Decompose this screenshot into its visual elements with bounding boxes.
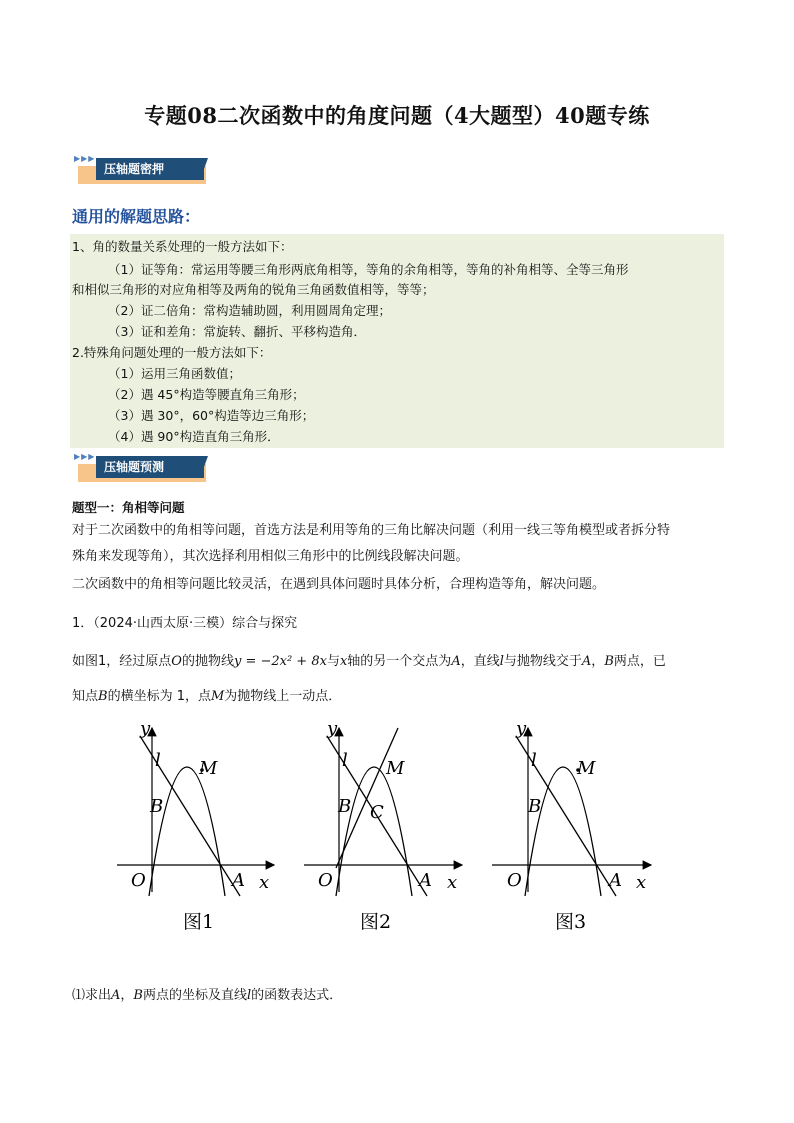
label-y: y (140, 718, 151, 739)
label-l: l (342, 750, 348, 771)
figure-2 (304, 718, 462, 933)
banner-tail (200, 456, 208, 478)
banner-prediction (74, 450, 208, 486)
label-M: M (199, 758, 218, 779)
question-text-line1 (72, 650, 666, 669)
text: 为抛物线上一动点． (224, 689, 342, 704)
text: ， (591, 654, 605, 669)
method-line: （3）遇 30°，60°构造等边三角形； (108, 408, 315, 423)
paragraph: 殊角来发现等角），其次选择利用相似三角形中的比例线段解决问题。 (72, 549, 469, 564)
text: ， (120, 988, 134, 1003)
question-text-line2 (72, 685, 341, 704)
figure-3 (492, 718, 651, 933)
label-B: B (338, 796, 352, 817)
banner-label: 压轴题预测 (96, 456, 204, 478)
text: ，直线 (460, 654, 500, 669)
label-A: A (419, 870, 432, 891)
var-B: B (98, 689, 108, 704)
var-A: A (111, 988, 121, 1003)
label-y: y (327, 718, 338, 739)
method-line: （1）运用三角函数值； (108, 366, 241, 381)
label-A: A (609, 870, 622, 891)
question-head: 1．（2024·山西太原·三模）综合与探究 (72, 616, 298, 631)
label-x: x (259, 872, 270, 893)
caption-fig3: 图3 (555, 911, 587, 933)
method-line: （1）证等角：常运用等腰三角形两底角相等，等角的余角相等，等角的补角相等、全等三角形 (108, 262, 629, 277)
label-M: M (386, 758, 405, 779)
parabola (149, 767, 225, 896)
label-O: O (318, 870, 333, 891)
parabola (336, 767, 412, 896)
banner-key-points (74, 152, 208, 188)
paragraph: 对于二次函数中的角相等问题，首选方法是利用等角的三角比解决问题（利用一线三等角模型或者拆分特 (72, 523, 671, 538)
text: 轴的另一个交点为 (347, 654, 452, 669)
type-title: 题型一：角相等问题 (72, 500, 185, 515)
text: 两点的坐标及直线 (142, 988, 247, 1003)
section-heading: 通用的解题思路： (72, 207, 201, 226)
caption-fig1: 图1 (183, 911, 215, 933)
label-O: O (131, 870, 146, 891)
var-B: B (133, 988, 143, 1003)
method-line: 2.特殊角问题处理的一般方法如下： (72, 345, 272, 360)
method-line: （2）证二倍角：常构造辅助圆，利用圆周角定理； (108, 303, 391, 318)
var-B: B (604, 654, 614, 669)
label-l: l (155, 750, 161, 771)
label-B: B (150, 796, 164, 817)
method-line: （3）证和差角：常旋转、翻折、平移构造角． (108, 324, 366, 339)
page-title: 专题08二次函数中的角度问题（4大题型）40题专练 (144, 103, 650, 128)
var-l: l (499, 654, 504, 669)
banner-tail (200, 158, 208, 180)
sub-question-1 (72, 984, 342, 1003)
arrow-icon: ▶▶▶ (74, 452, 96, 461)
var-A: A (451, 654, 461, 669)
label-B: B (528, 796, 542, 817)
figure-1 (117, 718, 274, 933)
text: 的抛物线 (181, 654, 234, 669)
label-y: y (516, 718, 527, 739)
var-M: M (210, 689, 225, 704)
method-line: （2）遇 45°构造等腰直角三角形； (108, 387, 305, 402)
var-O: O (171, 654, 182, 669)
method-line: 和相似三角形的对应角相等及两角的锐角三角函数值相等，等等； (72, 282, 435, 297)
label-C: C (370, 802, 384, 823)
text: 的函数表达式． (251, 988, 343, 1003)
var-A: A (581, 654, 592, 669)
text: 的横坐标为 1，点 (107, 689, 211, 704)
label-O: O (507, 870, 522, 891)
label-l: l (531, 750, 537, 771)
parabola (525, 767, 601, 896)
label-x: x (447, 872, 458, 893)
formula: y = −2x² + 8x (233, 654, 327, 669)
label-x: x (636, 872, 647, 893)
paragraph: 二次函数中的角相等问题比较灵活，在遇到具体问题时具体分析，合理构造等角，解决问题。 (72, 577, 606, 592)
text: 与 (326, 654, 340, 669)
text: 两点，已 (613, 654, 666, 669)
text: 如图1，经过原点 (72, 654, 172, 669)
label-A: A (232, 870, 245, 891)
var-x: x (339, 654, 348, 669)
arrow-icon: ▶▶▶ (74, 154, 96, 163)
text: 知点 (72, 689, 99, 704)
text: ⑴求出 (72, 988, 112, 1003)
method-line: （4）遇 90°构造直角三角形． (108, 429, 280, 444)
banner-label: 压轴题密押 (96, 158, 204, 180)
figures-area (0, 716, 794, 946)
text: 与抛物线交于 (503, 654, 582, 669)
label-M: M (577, 758, 596, 779)
method-line: 1、角的数量关系处理的一般方法如下： (72, 239, 293, 254)
var-l: l (247, 988, 252, 1003)
caption-fig2: 图2 (360, 911, 392, 933)
